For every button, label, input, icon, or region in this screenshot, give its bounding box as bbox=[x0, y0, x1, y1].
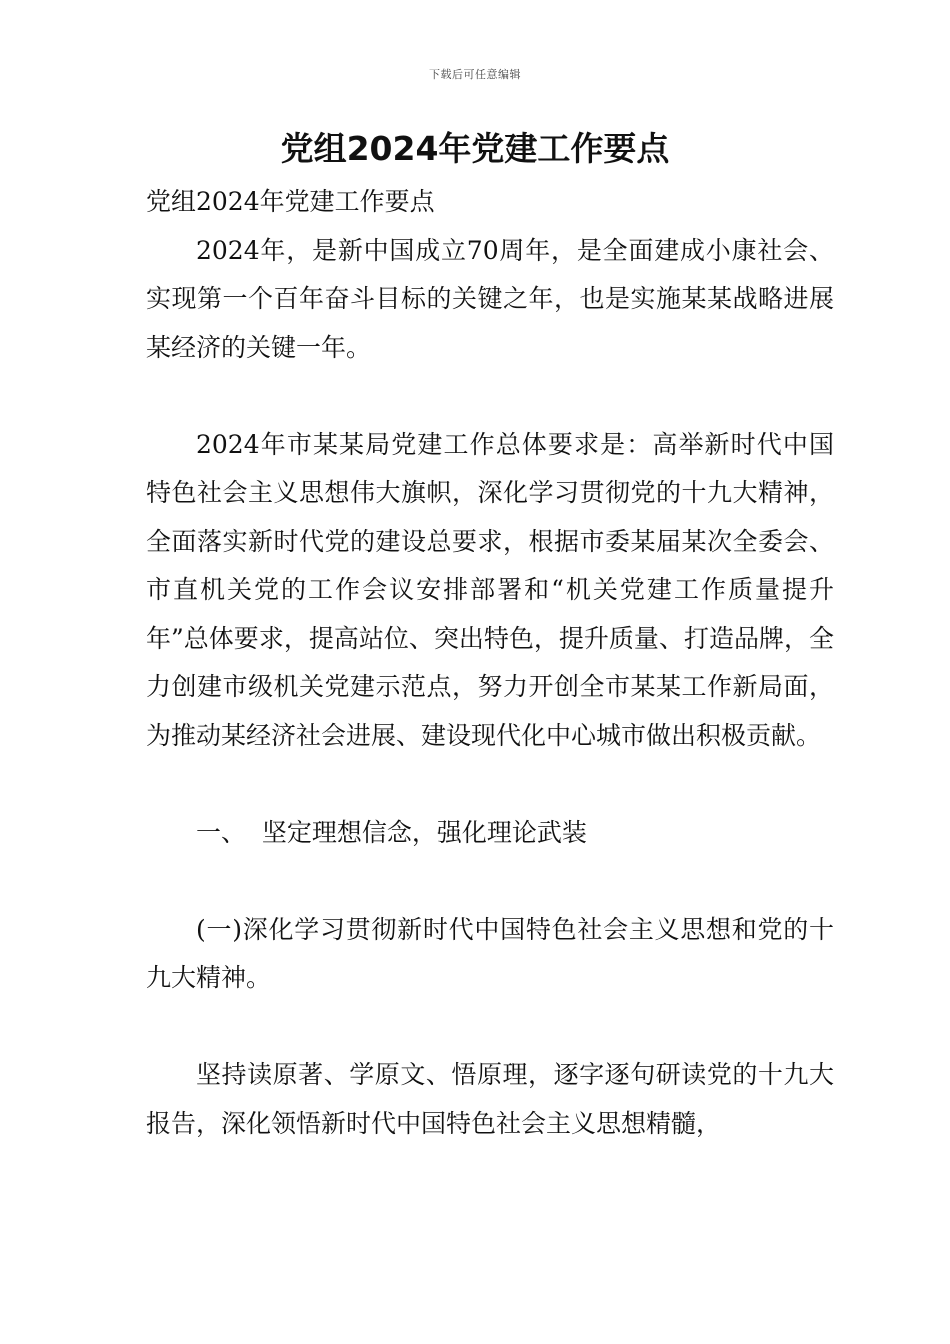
paragraph-spacer bbox=[146, 857, 834, 906]
paragraph-intro: 2024年，是新中国成立70周年，是全面建成小康社会、实现第一个百年奋斗目标的关键之年，也是实施某某战略进展某经济的关键一年。 bbox=[146, 235, 834, 362]
header-note: 下载后可任意编辑 bbox=[429, 68, 521, 81]
paragraph-requirements: 2024年市某某局党建工作总体要求是：高举新时代中国特色社会主义思想伟大旗帜，深化学习贯彻党的十九大精神，全面落实新时代党的建设总要求，根据市委某届某次全委会、市直机关党的工作会议安排部署和“机关党建工作质量提升年”总体要求，提高站位、突出特色，提升质量、打造品牌，全力创建市级机关党建示范点，努力开创全市某某工作新局面，为推动某经济社会进展、建设现代化中心城市做出积极贡献。 bbox=[146, 429, 834, 750]
paragraph-spacer bbox=[146, 372, 834, 421]
paragraph-study: 坚持读原著、学原文、悟原理，逐字逐句研读党的十九大报告，深化领悟新时代中国特色社会主义思想精髓， bbox=[146, 1060, 834, 1138]
subsection-heading: (一)深化学习贯彻新时代中国特色社会主义思想和党的十九大精神。 bbox=[146, 914, 834, 992]
document-subtitle: 党组2024年党建工作要点 bbox=[146, 187, 435, 216]
paragraph-spacer bbox=[146, 1003, 834, 1052]
paragraph-spacer bbox=[146, 760, 834, 809]
document-title: 党组2024年党建工作要点 bbox=[280, 129, 670, 168]
section-heading: 一、 坚定理想信念，强化理论武装 bbox=[196, 817, 587, 847]
document-body bbox=[146, 178, 834, 1148]
